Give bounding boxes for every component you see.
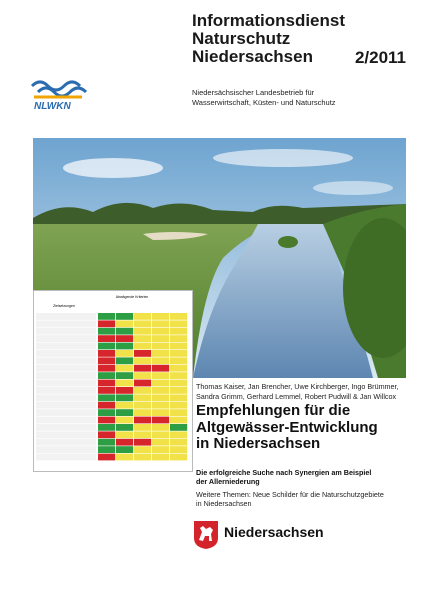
table-rating-cell bbox=[98, 335, 115, 342]
table-row-label-cell bbox=[36, 417, 96, 424]
table-rating-cell bbox=[98, 343, 115, 350]
table-rating-cell bbox=[152, 343, 169, 350]
table-rating-cell bbox=[170, 439, 187, 446]
table-rating-cell bbox=[116, 335, 133, 342]
main-title-line-1: Empfehlungen für die bbox=[196, 402, 351, 419]
table-rating-cell bbox=[98, 431, 115, 438]
table-rating-cell bbox=[170, 343, 187, 350]
agency-line-2: Wasserwirtschaft, Küsten- und Naturschutz bbox=[192, 97, 336, 107]
table-rating-cell bbox=[170, 357, 187, 364]
table-rating-cell bbox=[134, 343, 151, 350]
table-rating-cell bbox=[134, 365, 151, 372]
table-rating-cell bbox=[170, 313, 187, 320]
table-rating-cell bbox=[170, 387, 187, 394]
table-rating-cell bbox=[170, 350, 187, 357]
table-rating-cell bbox=[170, 446, 187, 453]
table-rating-cell bbox=[134, 350, 151, 357]
authors-line-1: Thomas Kaiser, Jan Brencher, Uwe Kirchberger, Ingo Brümmer, bbox=[196, 382, 399, 391]
table-rating-cell bbox=[134, 335, 151, 342]
table-rating-cell bbox=[152, 380, 169, 387]
table-row-label-cell bbox=[36, 431, 96, 438]
subtitle bbox=[196, 468, 411, 486]
table-row-label-cell bbox=[36, 380, 96, 387]
table-row-label-cell bbox=[36, 394, 96, 401]
table-rating-cell bbox=[170, 402, 187, 409]
table-rating-cell bbox=[98, 424, 115, 431]
table-rating-cell bbox=[98, 402, 115, 409]
table-rating-cell bbox=[134, 439, 151, 446]
table-rating-cell bbox=[134, 446, 151, 453]
table-rating-cell bbox=[116, 380, 133, 387]
table-rating-cell bbox=[98, 328, 115, 335]
further-topics-line-2: in Niedersachsen bbox=[196, 499, 252, 508]
table-rating-cell bbox=[116, 417, 133, 424]
logo-text: NLWKN bbox=[34, 101, 71, 112]
table-rating-cell bbox=[170, 417, 187, 424]
lower-saxony-horse-crest-icon bbox=[193, 520, 219, 550]
further-topics-line-1: Weitere Themen: Neue Schilder für die Naturschutzgebiete bbox=[196, 490, 384, 499]
table-rating-cell bbox=[170, 454, 187, 461]
publication-title-line-3: Niedersachsen bbox=[192, 47, 313, 66]
agency-line-1: Niedersächsischer Landesbetrieb für bbox=[192, 88, 315, 97]
table-rating-cell bbox=[170, 380, 187, 387]
table-rating-cell bbox=[98, 394, 115, 401]
table-rating-cell bbox=[152, 387, 169, 394]
table-row-label-cell bbox=[36, 424, 96, 431]
table-rating-cell bbox=[98, 409, 115, 416]
table-rating-cell bbox=[152, 409, 169, 416]
table-rating-cell bbox=[170, 372, 187, 379]
table-rating-cell bbox=[152, 350, 169, 357]
table-rating-cell bbox=[134, 417, 151, 424]
table-rating-cell bbox=[170, 394, 187, 401]
table-rating-cell bbox=[152, 439, 169, 446]
table-row-label-cell bbox=[36, 446, 96, 453]
table-rating-cell bbox=[116, 343, 133, 350]
table-rating-cell bbox=[152, 454, 169, 461]
table-row-label-cell bbox=[36, 350, 96, 357]
table-rating-cell bbox=[116, 320, 133, 327]
table-rating-cell bbox=[170, 328, 187, 335]
table-rating-cell bbox=[170, 335, 187, 342]
authors-line-2: Sandra Grimm, Gerhard Lemmel, Robert Pudwill & Jan Willcox bbox=[196, 391, 397, 401]
table-rating-cell bbox=[134, 409, 151, 416]
table-rating-cell bbox=[116, 394, 133, 401]
table-row-label-cell bbox=[36, 320, 96, 327]
table-rating-cell bbox=[116, 454, 133, 461]
table-rating-cell bbox=[152, 320, 169, 327]
table-rating-cell bbox=[116, 328, 133, 335]
table-rating-cell bbox=[98, 313, 115, 320]
table-rating-cell bbox=[170, 409, 187, 416]
table-rating-cell bbox=[152, 402, 169, 409]
state-name: Niedersachsen bbox=[224, 524, 324, 540]
table-rating-cell bbox=[170, 431, 187, 438]
table-rating-cell bbox=[134, 402, 151, 409]
table-rating-cell bbox=[98, 380, 115, 387]
table-rating-cell bbox=[152, 446, 169, 453]
table-row-label-cell bbox=[36, 343, 96, 350]
table-rating-cell bbox=[134, 357, 151, 364]
issue-number: 2/2011 bbox=[354, 48, 406, 67]
table-row-label-cell bbox=[36, 454, 96, 461]
table-rating-cell bbox=[152, 313, 169, 320]
table-rating-cell bbox=[152, 424, 169, 431]
table-rating-cell bbox=[134, 320, 151, 327]
subtitle-line-1: Die erfolgreiche Suche nach Synergien am Beispiel bbox=[196, 468, 372, 477]
table-rating-cell bbox=[116, 350, 133, 357]
table-row-header: Zielsetzungen bbox=[53, 304, 75, 308]
table-rating-cell bbox=[116, 372, 133, 379]
publication-title bbox=[192, 12, 345, 66]
further-topics bbox=[196, 490, 411, 508]
table-rating-cell bbox=[134, 424, 151, 431]
table-rating-cell bbox=[116, 424, 133, 431]
main-title-line-3: in Niedersachsen bbox=[196, 435, 321, 452]
table-rating-cell bbox=[116, 387, 133, 394]
table-rating-cell bbox=[98, 357, 115, 364]
table-rating-cell bbox=[98, 417, 115, 424]
table-row-label-cell bbox=[36, 357, 96, 364]
table-rating-cell bbox=[134, 328, 151, 335]
table-rating-cell bbox=[134, 454, 151, 461]
table-rating-cell bbox=[116, 409, 133, 416]
main-title bbox=[196, 403, 411, 453]
table-row-label-cell bbox=[36, 328, 96, 335]
table-row-label-cell bbox=[36, 387, 96, 394]
table-row-label-cell bbox=[36, 313, 96, 320]
table-rating-cell bbox=[98, 387, 115, 394]
table-rating-cell bbox=[134, 372, 151, 379]
table-rating-cell bbox=[98, 350, 115, 357]
table-row-label-cell bbox=[36, 402, 96, 409]
table-rating-cell bbox=[98, 372, 115, 379]
publication-title-line-2: Naturschutz bbox=[192, 29, 291, 48]
nlwkn-wave-icon bbox=[28, 72, 98, 112]
table-rating-cell bbox=[98, 446, 115, 453]
table-rating-cell bbox=[116, 431, 133, 438]
table-rating-cell bbox=[98, 454, 115, 461]
table-rating-cell bbox=[152, 335, 169, 342]
nlwkn-logo bbox=[28, 72, 98, 112]
table-rating-cell bbox=[116, 313, 133, 320]
table-rating-cell bbox=[152, 431, 169, 438]
table-row-label-cell bbox=[36, 365, 96, 372]
table-rating-cell bbox=[152, 328, 169, 335]
table-rating-cell bbox=[134, 380, 151, 387]
table-row-label-cell bbox=[36, 439, 96, 446]
table-rating-cell bbox=[98, 365, 115, 372]
agency-name bbox=[192, 88, 336, 107]
table-rating-cell bbox=[134, 394, 151, 401]
subtitle-line-2: der Allerniederung bbox=[196, 477, 260, 486]
table-row-label-cell bbox=[36, 409, 96, 416]
table-rating-cell bbox=[116, 402, 133, 409]
table-rating-cell bbox=[170, 424, 187, 431]
table-rating-cell bbox=[152, 365, 169, 372]
table-rating-cell bbox=[152, 372, 169, 379]
table-rating-cell bbox=[152, 394, 169, 401]
table-rating-cell bbox=[98, 439, 115, 446]
publication-title-line-1: Informationsdienst bbox=[192, 11, 346, 30]
table-rating-cell bbox=[116, 365, 133, 372]
criteria-table-inset bbox=[33, 290, 193, 472]
table-header-label: Abwägende Kriterien bbox=[115, 295, 149, 299]
table-row-label-cell bbox=[36, 372, 96, 379]
table-rating-cell bbox=[152, 357, 169, 364]
table-rating-cell bbox=[134, 431, 151, 438]
table-rating-cell bbox=[152, 417, 169, 424]
main-title-line-2: Altgewässer-Entwicklung bbox=[196, 418, 378, 436]
table-rating-cell bbox=[134, 387, 151, 394]
table-rating-cell bbox=[134, 313, 151, 320]
table-row-label-cell bbox=[36, 335, 96, 342]
table-rating-cell bbox=[98, 320, 115, 327]
table-rating-cell bbox=[170, 365, 187, 372]
table-rating-cell bbox=[116, 357, 133, 364]
table-rating-cell bbox=[116, 446, 133, 453]
authors bbox=[196, 382, 401, 401]
table-rating-cell bbox=[170, 320, 187, 327]
table-rating-cell bbox=[116, 439, 133, 446]
